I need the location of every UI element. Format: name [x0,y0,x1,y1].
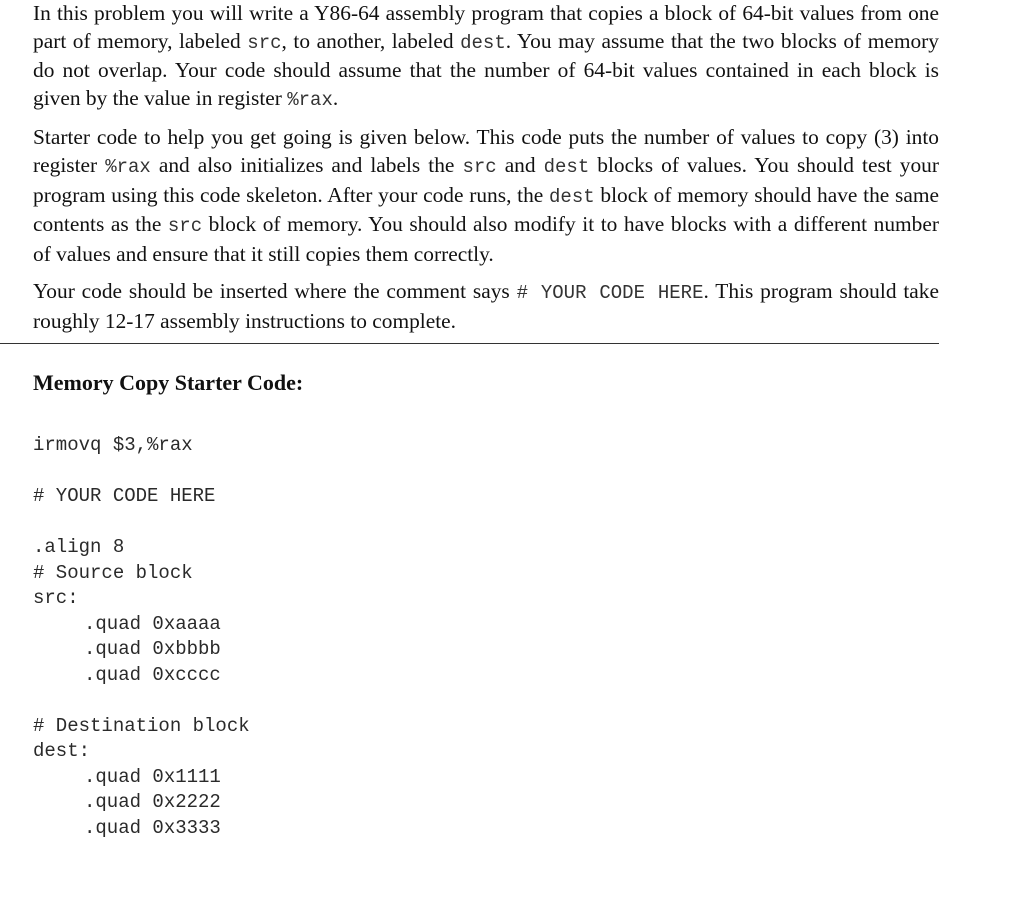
paragraph-text: . You may assume that the two blocks of memory do not overlap. Your code should assume that the number of 64-bit values contained in each block is given by the value in register [33,28,939,110]
inline-code: dest [543,155,590,178]
inline-code: dest [460,31,506,54]
paragraph-text: . This program should take roughly 12-17 assembly instructions to complete. [33,279,939,333]
code-line: irmovq $3,%rax [33,434,193,456]
inline-code: # YOUR CODE HERE [516,282,704,305]
inline-code: src [462,155,497,178]
paragraph-text: block of memory should have the same contents as the [33,182,939,237]
code-blank-line [33,688,250,714]
inline-code: dest [549,185,595,208]
code-line: .align 8 [33,536,125,558]
inline-code: src [167,215,203,238]
section-divider [0,343,939,344]
code-blank-line [33,459,250,485]
paragraph-text: Your code should be inserted where the comment says [33,279,517,304]
code-line: .quad 0xcccc [84,663,221,686]
code-line: # YOUR CODE HERE [33,485,216,507]
code-line: src: [33,587,79,609]
code-line: .quad 0x3333 [84,816,221,839]
starter-code-block [33,433,250,841]
intro-paragraph-2 [33,124,939,268]
paragraph-text: blocks of values. You should test your program using this code skeleton. After your code runs, the [33,152,939,207]
code-line: .quad 0x2222 [84,791,221,813]
code-line: .quad 0xbbbb [84,638,221,660]
code-line: # Destination block [33,714,250,737]
paragraph-text: , to another, labeled [281,28,461,53]
inline-code: src [247,31,282,54]
paragraph-text: . [332,85,339,110]
problem-description [33,0,939,346]
code-line: .quad 0xaaaa [84,612,221,635]
paragraph-text: and [496,152,544,177]
inline-code: %rax [287,88,333,111]
inline-code: %rax [105,155,151,178]
paragraph-text: block of memory. You should also modify it to have blocks with a different number of values and ensure that it still copies them correctly. [33,212,939,266]
paragraph-text: In this problem you will write a Y86-64 assembly program that copies a block of 64-bit values from one part of memory, labeled [33,1,939,53]
starter-code-heading: Memory Copy Starter Code: [33,370,304,395]
code-line: .quad 0x1111 [84,765,221,788]
intro-paragraph-3 [33,278,939,335]
code-line: dest: [33,740,91,762]
code-blank-line [33,510,250,536]
code-line: # Source block [33,561,193,584]
intro-paragraph-1 [33,0,939,114]
paragraph-text: and also initializes and labels the [150,152,463,177]
paragraph-text: Starter code to help you get going is given below. This code puts the number of values to copy (3) into register [33,125,939,177]
